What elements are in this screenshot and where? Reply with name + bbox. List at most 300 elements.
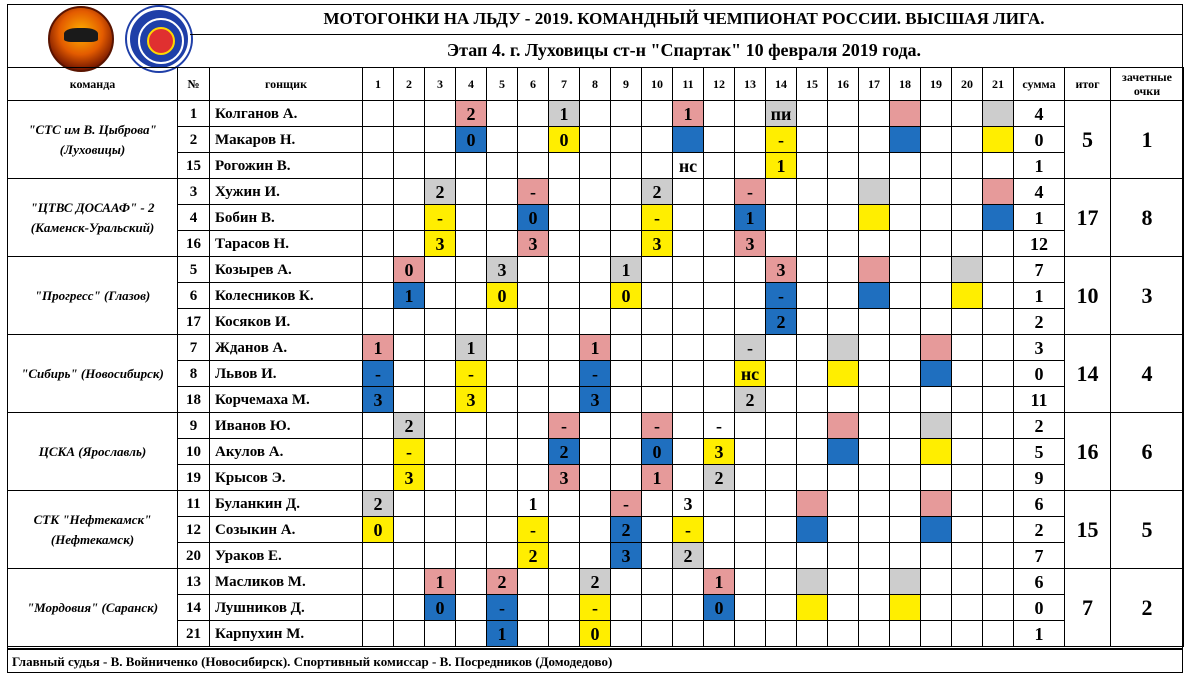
rider-number: 10 [178, 439, 210, 465]
heat-cell [735, 257, 766, 283]
col-header-points: зачетные очки [1111, 68, 1184, 101]
heat-cell [425, 491, 456, 517]
heat-cell [921, 179, 952, 205]
heat-cell [518, 595, 549, 621]
heat-cell [611, 465, 642, 491]
team-points: 6 [1111, 413, 1184, 491]
heat-cell [952, 569, 983, 595]
heat-cell [673, 465, 704, 491]
team-points: 2 [1111, 569, 1184, 647]
team-name: ЦСКА (Ярославль) [8, 413, 178, 491]
heat-cell [890, 153, 921, 179]
rider-sum: 7 [1014, 543, 1065, 569]
heat-cell [921, 127, 952, 153]
rider-name: Хужин И. [210, 179, 363, 205]
heat-cell [549, 205, 580, 231]
rider-row [8, 101, 1184, 127]
heat-cell [983, 413, 1014, 439]
heat-cell [611, 413, 642, 439]
heat-cell [828, 387, 859, 413]
heat-cell [425, 387, 456, 413]
heat-cell [673, 179, 704, 205]
heat-cell: - [394, 439, 425, 465]
heat-cell: пи [766, 101, 797, 127]
rider-number: 8 [178, 361, 210, 387]
rider-name: Козырев А. [210, 257, 363, 283]
heat-cell [890, 543, 921, 569]
heat-cell [425, 101, 456, 127]
rider-row [8, 153, 1184, 179]
heat-cell [580, 491, 611, 517]
heat-cell [952, 101, 983, 127]
heat-cell [394, 127, 425, 153]
heat-cell [766, 621, 797, 647]
heat-cell [735, 543, 766, 569]
heat-cell: 0 [363, 517, 394, 543]
heat-cell: 0 [518, 205, 549, 231]
heat-cell [456, 517, 487, 543]
heat-cell [611, 153, 642, 179]
heat-cell [704, 621, 735, 647]
heat-cell: - [580, 595, 611, 621]
heat-cell [580, 413, 611, 439]
heat-cell [735, 569, 766, 595]
heat-cell [890, 465, 921, 491]
heat-cell [921, 387, 952, 413]
heat-cell [642, 309, 673, 335]
heat-cell [549, 361, 580, 387]
team-points: 3 [1111, 257, 1184, 335]
heat-cell [828, 569, 859, 595]
heat-cell: 2 [642, 179, 673, 205]
heat-cell: - [642, 413, 673, 439]
heat-cell [735, 491, 766, 517]
heat-cell [456, 231, 487, 257]
heat-cell [828, 621, 859, 647]
heat-cell [766, 439, 797, 465]
heat-cell: 1 [580, 335, 611, 361]
heat-cell: 2 [611, 517, 642, 543]
heat-cell [921, 491, 952, 517]
heat-cell [890, 283, 921, 309]
heat-cell [363, 413, 394, 439]
heat-cell [704, 179, 735, 205]
heat-cell [642, 257, 673, 283]
heat-cell [518, 309, 549, 335]
heat-cell [642, 595, 673, 621]
rider-row [8, 439, 1184, 465]
rider-name: Ураков Е. [210, 543, 363, 569]
heat-cell: 2 [363, 491, 394, 517]
heat-cell [766, 231, 797, 257]
heat-cell [673, 257, 704, 283]
rider-number: 13 [178, 569, 210, 595]
heat-cell [394, 543, 425, 569]
rider-name: Колесников К. [210, 283, 363, 309]
heat-cell [952, 517, 983, 543]
heat-cell: 0 [425, 595, 456, 621]
rider-number: 1 [178, 101, 210, 127]
rider-name: Колганов А. [210, 101, 363, 127]
heat-cell [394, 361, 425, 387]
heat-cell [983, 179, 1014, 205]
col-header-heat: 9 [611, 68, 642, 101]
heat-cell: 3 [766, 257, 797, 283]
heat-cell [921, 283, 952, 309]
rider-sum: 1 [1014, 153, 1065, 179]
heat-cell [425, 543, 456, 569]
heat-cell: 1 [549, 101, 580, 127]
rider-row [8, 335, 1184, 361]
heat-cell [549, 595, 580, 621]
heat-cell [704, 335, 735, 361]
heat-cell: 1 [704, 569, 735, 595]
heat-cell [611, 361, 642, 387]
col-header-heat: 6 [518, 68, 549, 101]
heat-cell: 2 [549, 439, 580, 465]
heat-cell [549, 309, 580, 335]
rider-row [8, 517, 1184, 543]
rider-row [8, 413, 1184, 439]
heat-cell [766, 517, 797, 543]
heat-cell [642, 491, 673, 517]
rider-sum: 2 [1014, 309, 1065, 335]
rider-sum: 3 [1014, 335, 1065, 361]
heat-cell: 2 [518, 543, 549, 569]
heat-cell [611, 101, 642, 127]
heat-cell: 1 [394, 283, 425, 309]
heat-cell [673, 595, 704, 621]
heat-cell [425, 127, 456, 153]
heat-cell [487, 517, 518, 543]
heat-cell [394, 387, 425, 413]
heat-cell [456, 543, 487, 569]
heat-cell [890, 179, 921, 205]
heat-cell [921, 361, 952, 387]
rider-row [8, 309, 1184, 335]
heat-cell [890, 335, 921, 361]
col-header-heat: 15 [797, 68, 828, 101]
heat-cell [518, 335, 549, 361]
heat-cell [921, 413, 952, 439]
rider-number: 5 [178, 257, 210, 283]
heat-cell [518, 101, 549, 127]
heat-cell [797, 361, 828, 387]
heat-cell: - [487, 595, 518, 621]
heat-cell [797, 387, 828, 413]
rider-sum: 0 [1014, 595, 1065, 621]
heat-cell [921, 257, 952, 283]
heat-cell [642, 621, 673, 647]
heat-cell [549, 153, 580, 179]
heat-cell [549, 491, 580, 517]
heat-cell [983, 101, 1014, 127]
heat-cell [487, 205, 518, 231]
heat-cell [952, 465, 983, 491]
rider-row [8, 231, 1184, 257]
heat-cell [580, 283, 611, 309]
heat-cell [518, 283, 549, 309]
heat-cell [952, 595, 983, 621]
heat-cell [859, 621, 890, 647]
rider-name: Карпухин М. [210, 621, 363, 647]
heat-cell [766, 569, 797, 595]
heat-cell [859, 543, 890, 569]
heat-cell [363, 439, 394, 465]
heat-cell [859, 231, 890, 257]
heat-cell [921, 335, 952, 361]
heat-cell [766, 205, 797, 231]
heat-cell [890, 101, 921, 127]
heat-cell [549, 387, 580, 413]
heat-cell [921, 439, 952, 465]
heat-cell [797, 127, 828, 153]
heat-cell: 1 [766, 153, 797, 179]
heat-cell [425, 413, 456, 439]
heat-cell [425, 439, 456, 465]
heat-cell [487, 387, 518, 413]
heat-cell [363, 153, 394, 179]
heat-cell [859, 439, 890, 465]
heat-cell [983, 127, 1014, 153]
col-header-sum: сумма [1014, 68, 1065, 101]
heat-cell [859, 127, 890, 153]
heat-cell [580, 257, 611, 283]
heat-cell [890, 517, 921, 543]
heat-cell: 3 [642, 231, 673, 257]
heat-cell: 1 [456, 335, 487, 361]
heat-cell [704, 153, 735, 179]
heat-cell: - [642, 205, 673, 231]
heat-cell [611, 309, 642, 335]
heat-cell: 2 [766, 309, 797, 335]
heat-cell [456, 595, 487, 621]
heat-cell [983, 231, 1014, 257]
rider-sum: 4 [1014, 101, 1065, 127]
col-header-heat: 21 [983, 68, 1014, 101]
rider-number: 2 [178, 127, 210, 153]
heat-cell: 0 [549, 127, 580, 153]
heat-cell [456, 153, 487, 179]
rider-sum: 12 [1014, 231, 1065, 257]
team-total: 10 [1065, 257, 1111, 335]
heat-cell [549, 283, 580, 309]
col-header-heat: 2 [394, 68, 425, 101]
heat-cell [363, 257, 394, 283]
heat-cell [394, 335, 425, 361]
heat-cell [828, 309, 859, 335]
heat-cell [797, 231, 828, 257]
col-header-heat: 11 [673, 68, 704, 101]
heat-cell [363, 569, 394, 595]
heat-cell [487, 309, 518, 335]
heat-cell: 1 [363, 335, 394, 361]
col-header-rider: гонщик [210, 68, 363, 101]
heat-cell [580, 231, 611, 257]
heat-cell [704, 101, 735, 127]
heat-cell [363, 465, 394, 491]
col-header-heat: 10 [642, 68, 673, 101]
heat-cell [828, 413, 859, 439]
rider-name: Буланкин Д. [210, 491, 363, 517]
heat-cell [394, 179, 425, 205]
heat-cell [890, 621, 921, 647]
heat-cell [518, 439, 549, 465]
heat-cell [952, 257, 983, 283]
heat-cell [890, 491, 921, 517]
rider-row [8, 595, 1184, 621]
heat-cell [921, 543, 952, 569]
heat-cell [394, 101, 425, 127]
heat-cell [921, 231, 952, 257]
rider-name: Львов И. [210, 361, 363, 387]
heat-cell [425, 361, 456, 387]
heat-cell [487, 101, 518, 127]
heat-cell: 0 [394, 257, 425, 283]
rider-row [8, 257, 1184, 283]
heat-cell [456, 283, 487, 309]
heat-cell [642, 127, 673, 153]
heat-cell [859, 101, 890, 127]
rider-number: 4 [178, 205, 210, 231]
heat-cell [487, 465, 518, 491]
heat-cell [673, 231, 704, 257]
header-row [8, 68, 1184, 101]
heat-cell [642, 543, 673, 569]
heat-cell [890, 387, 921, 413]
heat-cell [921, 595, 952, 621]
heat-cell [673, 413, 704, 439]
rider-sum: 1 [1014, 621, 1065, 647]
team-points: 4 [1111, 335, 1184, 413]
heat-cell [673, 387, 704, 413]
heat-cell [890, 413, 921, 439]
heat-cell [828, 543, 859, 569]
officials-footer: Главный судья - В. Войниченко (Новосибирск). Спортивный комиссар - В. Посредников (Домодедово) [7, 649, 1183, 673]
heat-cell [797, 309, 828, 335]
heat-cell [673, 335, 704, 361]
heat-cell [580, 517, 611, 543]
heat-cell [394, 231, 425, 257]
rider-sum: 2 [1014, 517, 1065, 543]
heat-cell [952, 127, 983, 153]
col-header-heat: 18 [890, 68, 921, 101]
heat-cell [673, 361, 704, 387]
heat-cell [983, 387, 1014, 413]
rider-sum: 0 [1014, 361, 1065, 387]
rider-name: Масликов М. [210, 569, 363, 595]
heat-cell: 2 [704, 465, 735, 491]
rider-number: 19 [178, 465, 210, 491]
team-total: 16 [1065, 413, 1111, 491]
heat-cell [425, 517, 456, 543]
heat-cell [394, 517, 425, 543]
team-total: 5 [1065, 101, 1111, 179]
heat-cell [983, 309, 1014, 335]
heat-cell [394, 309, 425, 335]
federation-logo [127, 7, 191, 71]
heat-cell [890, 257, 921, 283]
heat-cell [735, 101, 766, 127]
col-header-heat: 19 [921, 68, 952, 101]
heat-cell [580, 153, 611, 179]
heat-cell: 2 [580, 569, 611, 595]
rider-number: 17 [178, 309, 210, 335]
heat-cell: - [518, 179, 549, 205]
heat-cell [797, 413, 828, 439]
heat-cell: 1 [642, 465, 673, 491]
heat-cell [642, 101, 673, 127]
rider-sum: 1 [1014, 283, 1065, 309]
heat-cell: - [363, 361, 394, 387]
team-points: 8 [1111, 179, 1184, 257]
heat-cell [487, 491, 518, 517]
heat-cell [487, 543, 518, 569]
heat-cell [642, 335, 673, 361]
heat-cell [518, 361, 549, 387]
heat-cell [673, 309, 704, 335]
heat-cell [704, 205, 735, 231]
heat-cell [890, 309, 921, 335]
col-header-team: команда [8, 68, 178, 101]
page-title: МОТОГОНКИ НА ЛЬДУ - 2019. КОМАНДНЫЙ ЧЕМПИОНАТ РОССИИ. ВЫСШАЯ ЛИГА. [323, 9, 1045, 28]
heat-cell [363, 231, 394, 257]
heat-cell [363, 127, 394, 153]
heat-cell [425, 283, 456, 309]
heat-cell: 1 [611, 257, 642, 283]
heat-cell [828, 257, 859, 283]
heat-cell: 0 [456, 127, 487, 153]
heat-cell [425, 465, 456, 491]
heat-cell [704, 283, 735, 309]
heat-cell [394, 621, 425, 647]
heat-cell: 2 [394, 413, 425, 439]
heat-cell: 1 [518, 491, 549, 517]
heat-cell [921, 153, 952, 179]
heat-cell [580, 465, 611, 491]
heat-cell [735, 439, 766, 465]
heat-cell [735, 283, 766, 309]
heat-cell [859, 569, 890, 595]
heat-cell: 2 [487, 569, 518, 595]
col-header-heat: 1 [363, 68, 394, 101]
heat-cell [549, 335, 580, 361]
heat-cell [580, 101, 611, 127]
rider-sum: 6 [1014, 569, 1065, 595]
heat-cell [580, 543, 611, 569]
team-name: "ЦТВС ДОСААФ" - 2 (Каменск-Уральский) [8, 179, 178, 257]
heat-cell: - [766, 127, 797, 153]
rider-name: Созыкин А. [210, 517, 363, 543]
heat-cell [611, 439, 642, 465]
heat-cell: - [766, 283, 797, 309]
heat-cell: - [735, 335, 766, 361]
heat-cell [394, 569, 425, 595]
heat-cell [859, 257, 890, 283]
heat-cell [518, 153, 549, 179]
rider-number: 14 [178, 595, 210, 621]
heat-cell [673, 205, 704, 231]
heat-cell [518, 465, 549, 491]
heat-cell [983, 621, 1014, 647]
heat-cell [983, 543, 1014, 569]
heat-cell [983, 257, 1014, 283]
col-header-heat: 20 [952, 68, 983, 101]
heat-cell [487, 361, 518, 387]
stage-subtitle: Этап 4. г. Луховицы ст-н "Спартак" 10 февраля 2019 года. [446, 40, 922, 60]
heat-cell [797, 517, 828, 543]
heat-cell: 1 [673, 101, 704, 127]
